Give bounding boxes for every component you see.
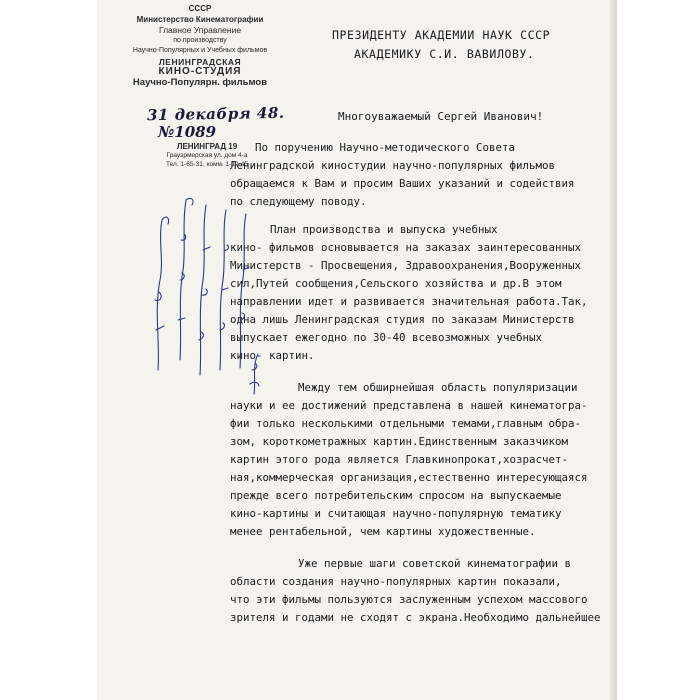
handwritten-margin-note bbox=[150, 170, 270, 400]
stamp-line: Научно-Популярн. фильмов bbox=[132, 76, 268, 88]
body-line: направлении идет и развивается значительная работа.Так, bbox=[230, 295, 588, 308]
body-line: картин этого рода является Главкинопрокат,хозрасчет- bbox=[230, 453, 569, 466]
body-line: одна лишь Ленинградская студия по заказам Министерств bbox=[230, 313, 575, 326]
body-line: сил,Путей сообщения,Сельского хозяйства и др.В этом bbox=[230, 277, 562, 290]
body-line: Ленинградской киностудии научно-популярных фильмов bbox=[230, 159, 556, 172]
body-line: По поручению Научно-методического Совета bbox=[255, 141, 516, 154]
body-line: кино-картины и считающая научно-популярную тематику bbox=[230, 507, 562, 520]
body-line: зом, короткометражных картин.Единственным заказчиком bbox=[230, 435, 569, 448]
page-edge bbox=[610, 0, 617, 700]
handwritten-number: №1089 bbox=[158, 123, 217, 141]
body-line: по следующему поводу. bbox=[230, 195, 367, 208]
stamp-line: Главное Управление bbox=[158, 25, 242, 35]
stamp-line: КИНО-СТУДИЯ bbox=[158, 66, 242, 77]
stamp-line: ЛЕНИНГРАДСКАЯ bbox=[158, 56, 242, 67]
body-line: фии только несколькими отдельными темами,главным обра- bbox=[230, 417, 582, 430]
handwritten-date: 31 декабря 48. bbox=[146, 103, 285, 125]
stamp-line: Министерство Кинематографии bbox=[136, 14, 264, 24]
body-line: что эти фильмы пользуются заслуженным успехом массового bbox=[230, 593, 588, 606]
stamp-line: СССР bbox=[188, 4, 212, 13]
addressee-line-1: ПРЕЗИДЕНТУ АКАДЕМИИ НАУК СССР bbox=[332, 28, 551, 42]
address-line: Тел. 1-65-31, комм. 1-12-45 bbox=[166, 161, 248, 168]
body-line: План производства и выпуска учебных bbox=[270, 223, 498, 236]
body-line: зрителя и годами не сходят с экрана.Необходимо дальнейшее bbox=[230, 611, 601, 624]
body-line: кино- фильмов основывается на заказах заинтересованных bbox=[230, 241, 582, 254]
body-line: обращаемся к Вам и просим Ваших указаний и содействия bbox=[230, 177, 575, 190]
body-line: Между тем обширнейшая область популяризации bbox=[298, 381, 578, 394]
stamp-line: Научно-Популярных и Учебных фильмов bbox=[132, 47, 268, 54]
address-line: ЛЕНИНГРАД 19 bbox=[176, 142, 238, 151]
body-line: кино- картин. bbox=[230, 349, 315, 362]
handwriting-scribble-icon bbox=[150, 170, 270, 400]
body-line: прежде всего потребительским спросом на выпускаемые bbox=[230, 489, 562, 502]
body-line: выпускает ежегодно по 30-40 всевозможных учебных bbox=[230, 331, 543, 344]
address-line: Грауэрмерская ул. дом 4-а bbox=[166, 152, 248, 159]
body-line: области создания научно-популярных картин показали, bbox=[230, 575, 562, 588]
body-line: ная,коммерческая организация,естественно интересующаяся bbox=[230, 471, 588, 484]
body-line: менее рентабельной, чем картины художественные. bbox=[230, 525, 536, 538]
addressee-line-2: АКАДЕМИКУ С.И. ВАВИЛОВУ. bbox=[354, 47, 535, 61]
body-line: Уже первые шаги советской кинематографии в bbox=[298, 557, 572, 570]
stamp-line: по производству bbox=[173, 36, 227, 44]
body-line: науки и ее достижений представлена в нашей кинематогра- bbox=[230, 399, 588, 412]
addressee-block bbox=[332, 26, 550, 64]
body-line: Министерств - Просвещения, Здравоохранения,Вооруженных bbox=[230, 259, 582, 272]
letterhead-stamp bbox=[130, 4, 270, 88]
greeting: Многоуважаемый Сергей Иванович! bbox=[338, 110, 544, 123]
